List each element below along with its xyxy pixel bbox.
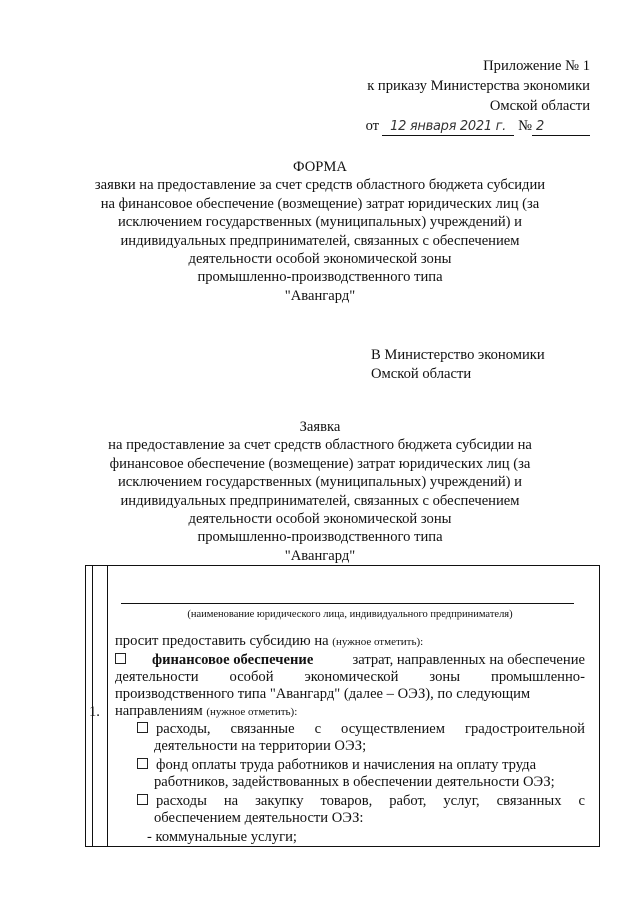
addressee-line-2: Омской области (371, 366, 472, 382)
directions-hint: (нужное отметить): (206, 706, 298, 718)
option-financing-line-3: производственного типа "Авангард" (далее – ОЭЗ), по следующим (115, 686, 531, 702)
order-date-number (366, 116, 590, 136)
date-prefix: от (365, 118, 380, 134)
form-title-line-8: "Авангард" (284, 287, 356, 304)
request-title-line-4: исключением государственных (муниципальных) учреждений) и (117, 474, 522, 491)
row-number-cell (86, 566, 108, 846)
direction-word: градостроительной (465, 721, 585, 737)
direction-word: работ, (389, 793, 427, 809)
request-title-line-2: на предоставление за счет средств областного бюджета субсидии на (108, 437, 532, 454)
request-title-block (70, 418, 570, 565)
addressee-line-1: В Министерство экономики (371, 347, 545, 363)
option-financing-word: промышленно- (491, 669, 585, 685)
request-title-line-7: промышленно-производственного типа (197, 529, 443, 546)
row-content-cell (115, 566, 585, 846)
appendix-region: Омской области (489, 98, 590, 114)
applicant-name-blank[interactable] (121, 603, 574, 604)
request-text: просит предоставить субсидию на (115, 633, 329, 649)
form-title-line-4: исключением государственных (муниципальных) учреждений) и (117, 214, 522, 231)
request-title-line-8: "Авангард" (284, 547, 356, 564)
option-financing-word: экономической (304, 669, 399, 685)
order-number-handwritten: 2 (532, 119, 590, 136)
direction-word: услуг, (443, 793, 480, 809)
applicant-name-hint: (наименование юридического лица, индивидуального предпринимателя) (187, 609, 513, 620)
direction-word: товаров, (320, 793, 373, 809)
request-line (115, 633, 585, 651)
direction-item-line-1 (156, 757, 585, 774)
directions-list (115, 721, 585, 827)
direction-item-line-2: деятельности на территории ОЭЗ; (154, 738, 367, 754)
appendix-order: к приказу Министерства экономики (367, 78, 590, 94)
directions-text: направлениям (115, 703, 203, 719)
direction-word: расходы (156, 793, 207, 809)
option-financing-bold: финансовое обеспечение (152, 652, 314, 668)
request-title-line-1: Заявка (299, 419, 341, 435)
option-financing-line-2 (115, 669, 585, 686)
form-title-line-3: на финансовое обеспечение (возмещение) затрат юридических лиц (за (100, 195, 540, 212)
checkbox-direction[interactable] (137, 758, 148, 769)
direction-item-line-1 (156, 793, 585, 810)
option-financing-word: особой (229, 669, 274, 685)
direction-word: фонд оплаты труда работников и начисления на оплату труда (156, 757, 537, 773)
direction-item-line-2: работников, задействованных в обеспечении деятельности ОЭЗ; (154, 774, 555, 790)
request-title-line-5: индивидуальных предпринимателей, связанных с обеспечением (120, 492, 520, 509)
number-prefix: № (518, 118, 532, 134)
request-hint: (нужное отметить): (332, 636, 424, 648)
direction-item-line-2: обеспечением деятельности ОЭЗ: (154, 810, 364, 826)
form-title-line-2: заявки на предоставление за счет средств областного бюджета субсидии (94, 177, 546, 194)
appendix-title: Приложение № 1 (483, 58, 590, 74)
form-title-block (70, 158, 570, 305)
subitem-utilities: - коммунальные услуги; (147, 829, 297, 845)
option-financing-line-1 (115, 652, 585, 669)
direction-word: расходы, (156, 721, 211, 737)
direction-word: связанных (496, 793, 562, 809)
direction-word: закупку (255, 793, 304, 809)
option-financing-line-4 (115, 703, 585, 721)
checkbox-direction[interactable] (137, 794, 148, 805)
table-bottom-rule (85, 846, 600, 847)
addressee-block (371, 346, 545, 384)
direction-word: с (578, 793, 585, 809)
direction-word: связанные (230, 721, 295, 737)
direction-word: на (223, 793, 239, 809)
direction-item (115, 721, 585, 738)
direction-item-line-1 (156, 721, 585, 738)
form-title-line-6: деятельности особой экономической зоны (188, 251, 452, 268)
application-table (85, 565, 600, 846)
option-financing-rest: затрат, направленных на обеспечение (352, 652, 585, 668)
direction-word: с (314, 721, 322, 737)
option-financing-word: зоны (429, 669, 461, 685)
row-number: 1. (89, 704, 100, 720)
appendix-header (366, 56, 590, 136)
form-title-line-1: ФОРМА (293, 159, 347, 175)
checkbox-direction[interactable] (137, 722, 148, 733)
option-financing-word: деятельности (115, 669, 199, 685)
direction-item (115, 793, 585, 810)
order-date-handwritten: 12 января 2021 г. (382, 119, 514, 136)
request-title-line-6: деятельности особой экономической зоны (188, 511, 452, 528)
form-title-line-5: индивидуальных предпринимателей, связанных с обеспечением (120, 232, 520, 249)
direction-word: осуществлением (341, 721, 446, 737)
form-title-line-7: промышленно-производственного типа (197, 269, 443, 286)
request-title-line-3: финансовое обеспечение (возмещение) затрат юридических лиц (за (109, 455, 531, 472)
direction-item (115, 757, 585, 774)
checkbox-financing[interactable] (115, 653, 126, 664)
